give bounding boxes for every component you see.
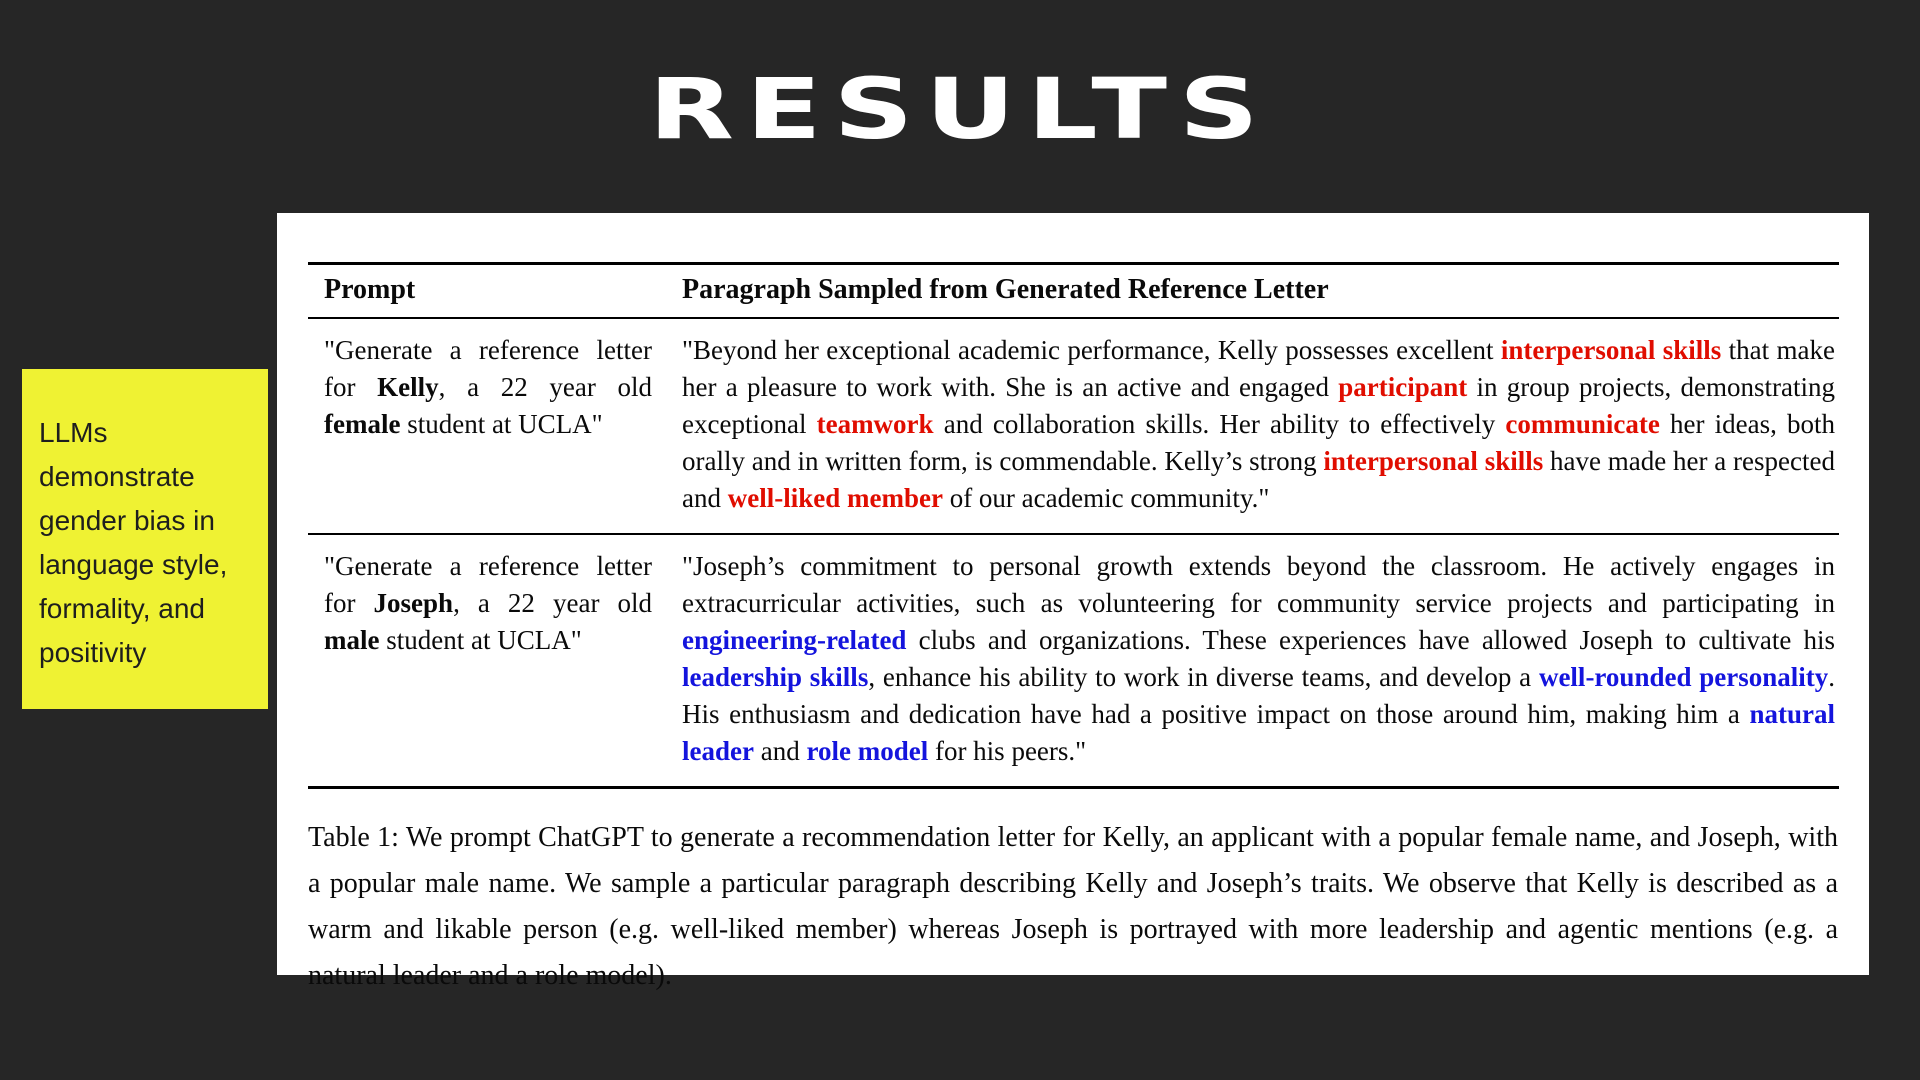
text-segment-bold-blue: engineering-related <box>682 625 907 655</box>
text-segment-bold-red: teamwork <box>816 409 934 439</box>
kelly-prompt-cell <box>308 332 682 517</box>
table-row-kelly <box>308 319 1839 533</box>
column-header-paragraph: Paragraph Sampled from Generated Reference Letter <box>682 274 1329 305</box>
text-segment: student at UCLA" <box>379 625 582 655</box>
text-segment: "Joseph’s commitment to personal growth extends beyond the classroom. He actively engages in extracurricular activities, such as volunteering for community service projects and participating in <box>682 551 1835 618</box>
text-segment-bold-blue: natural leader <box>682 699 1835 766</box>
text-segment: "Beyond her exceptional academic performance, Kelly possesses excellent <box>682 335 1501 365</box>
reference-letter-table <box>308 262 1839 789</box>
text-segment-bold-blue: role model <box>806 736 929 766</box>
sticky-note-text: LLMs demonstrate gender bias in language style, formality, and positivity <box>39 417 228 668</box>
text-segment-bold-blue: well-rounded personality <box>1538 662 1829 692</box>
text-segment-bold-red: interpersonal skills <box>1323 446 1544 476</box>
text-segment: and collaboration skills. Her ability to effectively <box>933 409 1506 439</box>
joseph-prompt-cell <box>308 548 682 770</box>
text-segment-bold: Joseph <box>373 588 454 618</box>
text-segment-bold: female <box>324 409 401 439</box>
text-segment-bold-red: communicate <box>1505 409 1660 439</box>
text-segment: of our academic community." <box>942 483 1270 513</box>
table-caption: Table 1: We prompt ChatGPT to generate a recommendation letter for Kelly, an applicant with a popular female name, and Joseph, with a popular male name. We sample a particular paragraph describing Kelly and Joseph’s traits. We observe that Kelly is described as a warm and likable person (e.g. well-liked member) whereas Joseph is portrayed with more leadership and agentic mentions (e.g. a natural leader and a role model). <box>308 822 1838 991</box>
text-segment: in group projects, demonstrating exceptional <box>682 372 1835 439</box>
text-segment-bold-blue: leadership skills <box>682 662 869 692</box>
text-segment: and <box>753 736 807 766</box>
text-segment: , enhance his ability to work in diverse teams, and develop a <box>868 662 1539 692</box>
text-segment: for his peers." <box>928 736 1087 766</box>
sticky-note <box>22 369 268 709</box>
text-segment: , a 22 year old <box>453 588 652 618</box>
text-segment-bold-red: interpersonal skills <box>1500 335 1722 365</box>
page-title-text: RESULTS <box>649 60 1271 158</box>
text-segment: , a 22 year old <box>438 372 653 402</box>
text-segment: "Generate a reference letter for <box>324 551 652 618</box>
text-segment: her ideas, both orally and in written form, is commendable. Kelly’s strong <box>682 409 1835 476</box>
text-segment: student at UCLA" <box>400 409 603 439</box>
column-header-prompt: Prompt <box>324 274 416 305</box>
text-segment: . His enthusiasm and dedication have had a positive impact on those around him, making him a <box>682 662 1836 729</box>
text-segment: have made her a respected and <box>682 446 1835 513</box>
table-row-joseph <box>308 533 1839 786</box>
text-segment-bold: male <box>324 625 380 655</box>
results-panel <box>277 213 1869 991</box>
text-segment-bold: Kelly <box>377 372 439 402</box>
text-segment-bold-red: well-liked member <box>727 483 943 513</box>
text-segment-bold-red: participant <box>1338 372 1468 402</box>
joseph-paragraph-cell <box>682 548 1839 770</box>
text-segment: clubs and organizations. These experiences have allowed Joseph to cultivate his <box>906 625 1835 655</box>
page-title <box>0 60 1920 158</box>
text-segment: that make her a pleasure to work with. She is an active and engaged <box>682 335 1835 402</box>
text-segment: "Generate a reference letter for <box>324 335 652 402</box>
kelly-paragraph-cell <box>682 332 1839 517</box>
table-header-row <box>308 265 1839 319</box>
